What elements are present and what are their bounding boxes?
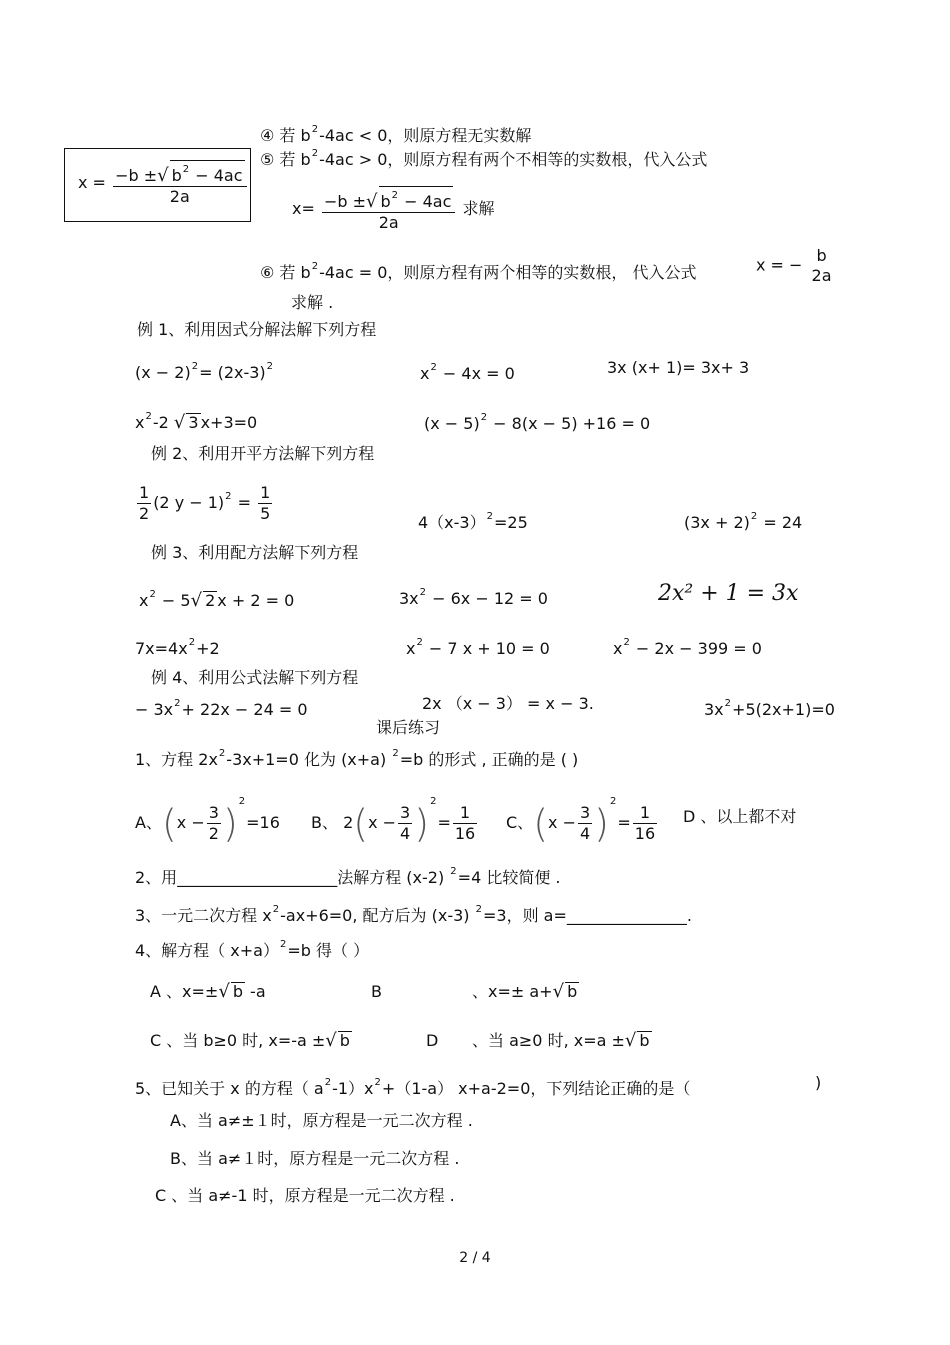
ex4-eq-b: 2x （x − 3） = x − 3. xyxy=(422,694,594,713)
q4-option-b-letter: B xyxy=(371,982,382,1001)
q3: 3、一元二次方程 $x^2-ax+6=0$, 配方后为 (x-3) $^2$=3，则 a=_______________. xyxy=(135,904,692,925)
ex4-eq-a: − $3x^2+ 22x - 24 = 0$ xyxy=(135,698,308,719)
ex1-eq-a: $(x - 2)^2= (2x-3)^2$ xyxy=(135,361,274,382)
example-4-title: 例 4、利用公式法解下列方程 xyxy=(151,668,359,687)
ex3-eq-b: $3x^2 - 6x - 12 = 0$ xyxy=(399,587,548,608)
ex1-eq-c: 3x (x+ 1)= 3x+ 3 xyxy=(607,358,750,377)
q4-stem: 4、解方程（ x+a）$^2$=b 得（ ） xyxy=(135,939,370,960)
ex3-eq-d: $7x=4x^2+2$ xyxy=(135,637,220,658)
line-6: ⑥ 若 $b^2-4ac = 0$，则原方程有两个相等的实数根， 代入公式 xyxy=(260,261,697,282)
line-6-formula: x = − b 2a xyxy=(756,246,832,285)
q1-option-a: A、(x − $\frac{3}{2}$ )$^2$=16 xyxy=(135,796,280,846)
ex3-eq-c: 2x² + 1 = 3x xyxy=(658,581,799,606)
ex3-eq-a: $x^2 - 5√$ 2 x + 2 = 0 xyxy=(139,589,295,611)
q4-option-c: C 、当 b≥0 时, x=-a ±√ b xyxy=(150,1030,350,1051)
line-6-cont: 求解 . xyxy=(291,293,334,312)
q2-blank[interactable]: ____________________ xyxy=(177,868,338,887)
q5-option-c: C 、当 a≠-1 时，原方程是一元二次方程 . xyxy=(155,1186,455,1205)
ex2-eq-b: $4(x-3)^2=25$ xyxy=(418,511,528,532)
q4-option-d-letter: D xyxy=(426,1031,439,1050)
ex2-eq-a: $\frac{1}{2}$ (2 y − 1)$^2$ = $\frac{1}{5}$ xyxy=(139,483,271,523)
line-5: ⑤ 若 $b^2-4ac > 0$，则原方程有两个不相等的实数根，代入公式 xyxy=(260,148,708,169)
homework-title: 课后练习 xyxy=(376,718,441,737)
line-4: ④ 若 $b^2-4ac < 0$，则原方程无实数解 xyxy=(260,124,532,145)
q5-stem: 5、已知关于 x 的方程（ $a^2-1)x^2+(1-a)$ x+a-2=0，下列结论正确的是（ xyxy=(135,1077,691,1098)
ex1-eq-e: $(x - 5)^2 - 8(x - 5) +16 = 0$ xyxy=(424,412,651,433)
q1-stem: 1、方程 $2x^2-3x+1=0$ 化为 (x+a) $^2$=b 的形式 , 正确的是 ( ) xyxy=(135,748,579,769)
example-1-title: 例 1、利用因式分解法解下列方程 xyxy=(137,320,377,339)
ex3-eq-f: $x^2 - 2x - 399 = 0$ xyxy=(613,637,762,658)
q1-option-b: B、 2(x − $\frac{3}{4}$ )$^2$= $\frac{1}{16}$ xyxy=(311,796,476,846)
boxed-formula: x = $\frac{-b \pm√ b^2 - 4ac}{2a}$ xyxy=(78,160,249,207)
q1-option-c: C、(x − $\frac{3}{4}$ )$^2$= $\frac{1}{16}$ xyxy=(506,796,656,846)
q2: 2、用____________________法解方程 (x-2) $^2$=4 比较简便 . xyxy=(135,866,561,887)
q5-option-a: A、当 a≠±１时，原方程是一元二次方程 . xyxy=(170,1111,473,1130)
q1-option-d: D 、以上都不对 xyxy=(683,807,797,826)
q4-option-a: A 、x=±√ b -a xyxy=(150,981,266,1002)
example-2-title: 例 2、利用开平方法解下列方程 xyxy=(151,444,375,463)
ex1-eq-d: $x^2-2$ √ 3 x+3=0 xyxy=(135,411,258,433)
line-5-formula: x= $\frac{-b \pm√ b^2 - 4ac}{2a}$ 求解 xyxy=(292,186,495,233)
ex2-eq-c: $(3x + 2)^2 = 24$ xyxy=(684,511,803,532)
page-number: 2 / 4 xyxy=(459,1250,491,1266)
q5-close-paren: ) xyxy=(815,1073,822,1092)
q5-option-b: B、当 a≠１时，原方程是一元二次方程 . xyxy=(170,1149,460,1168)
q3-blank[interactable]: _______________. xyxy=(566,906,692,925)
ex4-eq-c: $3x^2+5(2x+1)=0$ xyxy=(704,698,835,719)
q4-option-b: 、x=± a+√ b xyxy=(472,981,578,1002)
ex1-eq-b: $x^2 - 4x = 0$ xyxy=(420,362,515,383)
example-3-title: 例 3、利用配方法解下列方程 xyxy=(151,543,359,562)
ex3-eq-e: $x^2 - 7$ x + 10 = 0 xyxy=(406,637,550,658)
q4-option-d: 、当 a≥0 时, x=a ±√ b xyxy=(472,1030,650,1051)
